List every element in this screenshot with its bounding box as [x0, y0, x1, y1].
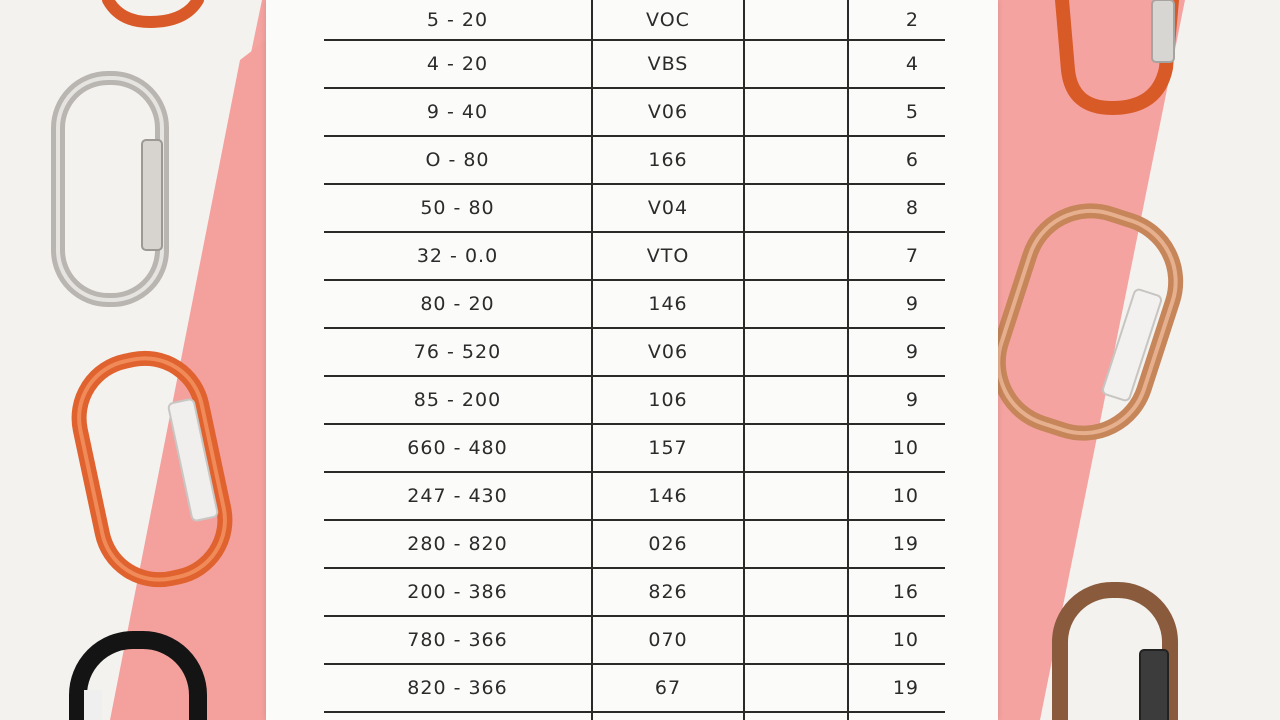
range-cell: 247 - 430	[324, 472, 592, 520]
code-cell: 146	[592, 280, 744, 328]
size-chart-body	[324, 0, 945, 720]
table-row	[324, 616, 945, 664]
range-cell: 820 - 366	[324, 664, 592, 712]
carabiner-brown-bottom-right	[1060, 590, 1170, 720]
blank-cell	[744, 376, 848, 424]
range-cell: 80 - 20	[324, 280, 592, 328]
blank-cell	[744, 280, 848, 328]
range-cell: 32 - 0.0	[324, 232, 592, 280]
range-cell: 660 - 480	[324, 424, 592, 472]
table-row	[324, 712, 945, 720]
carabiner-orange-top-left	[108, 0, 198, 22]
code-cell: 826	[592, 568, 744, 616]
table-row	[324, 472, 945, 520]
value-cell: 6	[848, 136, 945, 184]
code-cell: 026	[592, 520, 744, 568]
code-cell: VTO	[592, 232, 744, 280]
blank-cell	[744, 88, 848, 136]
carabiner-silver-left	[58, 78, 162, 300]
table-row	[324, 376, 945, 424]
table-row	[324, 136, 945, 184]
range-cell: 76 - 520	[324, 328, 592, 376]
code-cell: 67	[592, 664, 744, 712]
value-cell: 10	[848, 472, 945, 520]
value-cell: 10	[848, 616, 945, 664]
size-chart-table	[324, 0, 945, 720]
value-cell: 19	[848, 520, 945, 568]
range-cell: 5 - 20	[324, 0, 592, 40]
table-row	[324, 328, 945, 376]
range-cell	[324, 712, 592, 720]
table-row	[324, 424, 945, 472]
blank-cell	[744, 184, 848, 232]
table-row	[324, 88, 945, 136]
blank-cell	[744, 520, 848, 568]
blank-cell	[744, 0, 848, 40]
size-chart	[324, 0, 945, 720]
value-cell: 9	[848, 328, 945, 376]
range-cell: O - 80	[324, 136, 592, 184]
code-cell: VBS	[592, 40, 744, 88]
value-cell: 8	[848, 184, 945, 232]
value-cell: 4	[848, 40, 945, 88]
range-cell: 4 - 20	[324, 40, 592, 88]
table-row	[324, 40, 945, 88]
code-cell: V04	[592, 184, 744, 232]
range-cell: 280 - 820	[324, 520, 592, 568]
table-row	[324, 0, 945, 40]
code-cell: 070	[592, 616, 744, 664]
table-row	[324, 280, 945, 328]
range-cell: 85 - 200	[324, 376, 592, 424]
value-cell: 9	[848, 280, 945, 328]
value-cell: 16	[848, 568, 945, 616]
code-cell: 146	[592, 472, 744, 520]
code-cell: 157	[592, 424, 744, 472]
blank-cell	[744, 664, 848, 712]
value-cell: 10	[848, 424, 945, 472]
range-cell: 9 - 40	[324, 88, 592, 136]
table-row	[324, 184, 945, 232]
range-cell: 50 - 80	[324, 184, 592, 232]
blank-cell	[744, 568, 848, 616]
value-cell	[848, 712, 945, 720]
table-row	[324, 232, 945, 280]
code-cell: V06	[592, 88, 744, 136]
value-cell: 7	[848, 232, 945, 280]
table-row	[324, 520, 945, 568]
value-cell: 9	[848, 376, 945, 424]
table-row	[324, 664, 945, 712]
blank-cell	[744, 424, 848, 472]
value-cell: 19	[848, 664, 945, 712]
code-cell: VOC	[592, 0, 744, 40]
blank-cell	[744, 40, 848, 88]
range-cell: 200 - 386	[324, 568, 592, 616]
blank-cell	[744, 616, 848, 664]
table-row	[324, 568, 945, 616]
value-cell: 2	[848, 0, 945, 40]
blank-cell	[744, 328, 848, 376]
blank-cell	[744, 472, 848, 520]
blank-cell	[744, 232, 848, 280]
code-cell: V06	[592, 328, 744, 376]
value-cell: 5	[848, 88, 945, 136]
blank-cell	[744, 712, 848, 720]
range-cell: 780 - 366	[324, 616, 592, 664]
blank-cell	[744, 136, 848, 184]
code-cell	[592, 712, 744, 720]
code-cell: 106	[592, 376, 744, 424]
code-cell: 166	[592, 136, 744, 184]
